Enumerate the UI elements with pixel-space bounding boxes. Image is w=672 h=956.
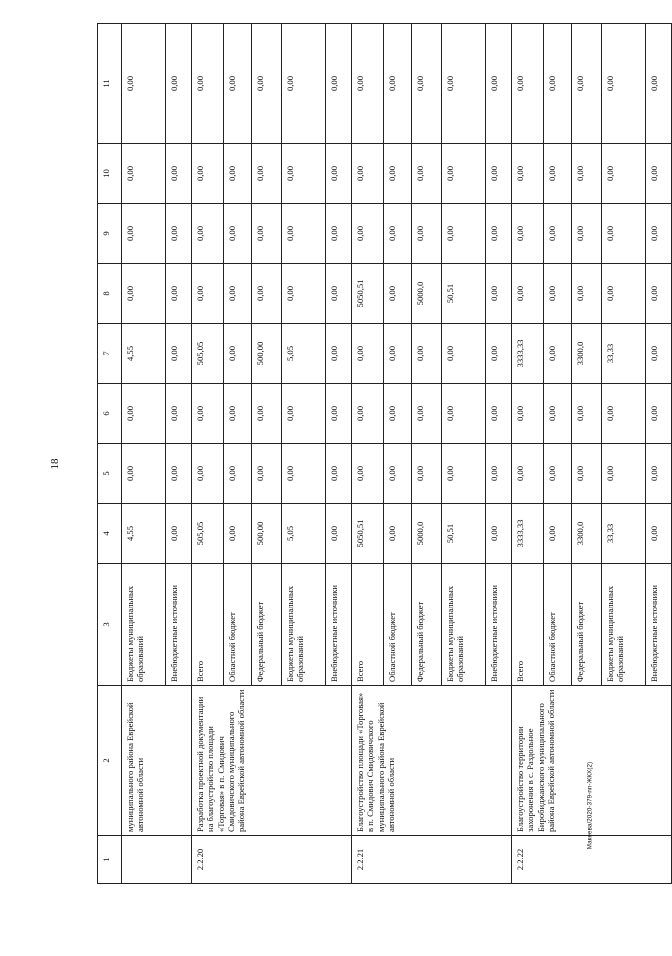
amount-cell: 3300,0: [572, 504, 602, 564]
amount-cell: 0,00: [412, 24, 442, 144]
column-header: 1: [98, 836, 122, 884]
amount-cell: 0,00: [166, 444, 192, 504]
amount-cell: 0,00: [192, 384, 224, 444]
amount-cell: 0,00: [252, 144, 282, 204]
amount-cell: 0,00: [224, 504, 252, 564]
amount-cell: 0,00: [326, 444, 352, 504]
amount-cell: 0,00: [326, 204, 352, 264]
amount-cell: 0,00: [412, 444, 442, 504]
amount-cell: 5,05: [282, 324, 326, 384]
amount-cell: 0,00: [602, 384, 646, 444]
amount-cell: 3333,33: [512, 504, 544, 564]
amount-cell: 0,00: [486, 384, 512, 444]
funding-source: Внебюджетные источники: [326, 564, 352, 686]
amount-cell: 0,00: [384, 504, 412, 564]
amount-cell: 33,33: [602, 504, 646, 564]
amount-cell: 0,00: [412, 384, 442, 444]
amount-cell: 0,00: [192, 444, 224, 504]
amount-cell: 0,00: [192, 204, 224, 264]
column-header: 2: [98, 686, 122, 836]
amount-cell: 0,00: [192, 264, 224, 324]
amount-cell: 0,00: [602, 264, 646, 324]
column-header: 6: [98, 384, 122, 444]
amount-cell: 5000,0: [412, 264, 442, 324]
amount-cell: 0,00: [486, 324, 512, 384]
item-name: Разработка проектной документации на благоустройство площади «Торговая» в п. Смидович Смидовичского муниципального района Еврейской автономной области: [192, 686, 352, 836]
amount-cell: 0,00: [224, 264, 252, 324]
funding-source: Бюджеты муниципальных образований: [122, 564, 166, 686]
amount-cell: 0,00: [486, 24, 512, 144]
amount-cell: 0,00: [384, 264, 412, 324]
amount-cell: 5050,51: [352, 504, 384, 564]
document-code: Макеева/2020-379-nn-ЖКХ(2): [586, 761, 594, 850]
amount-cell: 0,00: [544, 144, 572, 204]
amount-cell: 0,00: [486, 444, 512, 504]
amount-cell: 0,00: [512, 24, 544, 144]
amount-cell: 3333,33: [512, 324, 544, 384]
amount-cell: 0,00: [166, 144, 192, 204]
amount-cell: 0,00: [252, 204, 282, 264]
column-header: 3: [98, 564, 122, 686]
amount-cell: 0,00: [166, 324, 192, 384]
header-row: [98, 24, 122, 884]
amount-cell: 0,00: [122, 264, 166, 324]
amount-cell: 50,51: [442, 504, 486, 564]
amount-cell: 5,05: [282, 504, 326, 564]
amount-cell: 0,00: [544, 204, 572, 264]
item-name: Благоустройство территории захоронения в с. Раздольное Биробиджанского муниципального района Еврейской автономной области: [512, 686, 672, 836]
amount-cell: 0,00: [572, 264, 602, 324]
amount-cell: 0,00: [602, 444, 646, 504]
amount-cell: 505,05: [192, 504, 224, 564]
column-header: 11: [98, 24, 122, 144]
amount-cell: 0,00: [512, 144, 544, 204]
funding-source: Федеральный бюджет: [572, 564, 602, 686]
funding-source: Всего: [352, 564, 384, 686]
item-name: муниципального района Еврейской автономной области: [122, 686, 192, 836]
amount-cell: 0,00: [544, 504, 572, 564]
rotated-page: [97, 24, 659, 884]
amount-cell: 50,51: [442, 264, 486, 324]
amount-cell: 0,00: [572, 444, 602, 504]
amount-cell: 0,00: [442, 444, 486, 504]
amount-cell: 0,00: [166, 504, 192, 564]
table-body: [98, 24, 672, 884]
amount-cell: 0,00: [572, 144, 602, 204]
amount-cell: 0,00: [512, 204, 544, 264]
amount-cell: 0,00: [192, 24, 224, 144]
amount-cell: 0,00: [442, 384, 486, 444]
amount-cell: 0,00: [352, 444, 384, 504]
amount-cell: 0,00: [252, 444, 282, 504]
amount-cell: 0,00: [442, 24, 486, 144]
column-header: 10: [98, 144, 122, 204]
amount-cell: 0,00: [646, 444, 672, 504]
amount-cell: 0,00: [572, 204, 602, 264]
amount-cell: 0,00: [224, 384, 252, 444]
column-header: 5: [98, 444, 122, 504]
page-number: 18: [49, 458, 61, 470]
amount-cell: 0,00: [646, 384, 672, 444]
amount-cell: 0,00: [512, 444, 544, 504]
item-code: 2.2.21: [352, 836, 512, 884]
amount-cell: 0,00: [442, 144, 486, 204]
amount-cell: 0,00: [122, 144, 166, 204]
amount-cell: 0,00: [122, 24, 166, 144]
amount-cell: 0,00: [224, 204, 252, 264]
amount-cell: 0,00: [572, 24, 602, 144]
amount-cell: 0,00: [282, 24, 326, 144]
item-name: Благоустройство площади «Торговая» в п. Смидович Смидовичского муниципального района Еврейской автономной области: [352, 686, 512, 836]
column-header: 4: [98, 504, 122, 564]
amount-cell: 0,00: [326, 384, 352, 444]
amount-cell: 0,00: [282, 444, 326, 504]
column-header: 9: [98, 204, 122, 264]
amount-cell: 0,00: [412, 324, 442, 384]
amount-cell: 0,00: [326, 264, 352, 324]
funding-source: Всего: [192, 564, 224, 686]
amount-cell: 0,00: [486, 144, 512, 204]
amount-cell: 0,00: [352, 324, 384, 384]
amount-cell: 0,00: [442, 204, 486, 264]
funding-source: Внебюджетные источники: [166, 564, 192, 686]
amount-cell: 0,00: [602, 24, 646, 144]
amount-cell: 505,05: [192, 324, 224, 384]
funding-source: Бюджеты муниципальных образований: [602, 564, 646, 686]
amount-cell: 0,00: [384, 444, 412, 504]
amount-cell: 0,00: [192, 144, 224, 204]
item-code: [122, 836, 192, 884]
amount-cell: 500,00: [252, 504, 282, 564]
amount-cell: 0,00: [352, 384, 384, 444]
amount-cell: 0,00: [282, 384, 326, 444]
funding-source: Всего: [512, 564, 544, 686]
amount-cell: 0,00: [326, 144, 352, 204]
amount-cell: 0,00: [412, 144, 442, 204]
item-code: 2.2.20: [192, 836, 352, 884]
funding-source: Областной бюджет: [544, 564, 572, 686]
amount-cell: 0,00: [282, 144, 326, 204]
amount-cell: 0,00: [512, 384, 544, 444]
amount-cell: 33,33: [602, 324, 646, 384]
amount-cell: 0,00: [384, 204, 412, 264]
amount-cell: 0,00: [572, 384, 602, 444]
amount-cell: 0,00: [166, 384, 192, 444]
amount-cell: 500,00: [252, 324, 282, 384]
amount-cell: 0,00: [486, 504, 512, 564]
amount-cell: 0,00: [512, 264, 544, 324]
amount-cell: 0,00: [352, 24, 384, 144]
amount-cell: 0,00: [282, 204, 326, 264]
amount-cell: 0,00: [166, 264, 192, 324]
column-header: 8: [98, 264, 122, 324]
amount-cell: 0,00: [352, 144, 384, 204]
amount-cell: 0,00: [384, 324, 412, 384]
amount-cell: 5050,51: [352, 264, 384, 324]
amount-cell: 0,00: [326, 24, 352, 144]
amount-cell: 0,00: [252, 384, 282, 444]
funding-source: Областной бюджет: [384, 564, 412, 686]
amount-cell: 0,00: [122, 444, 166, 504]
amount-cell: 0,00: [352, 204, 384, 264]
amount-cell: 0,00: [486, 204, 512, 264]
amount-cell: 0,00: [224, 24, 252, 144]
table-row: [122, 24, 166, 884]
amount-cell: 0,00: [224, 324, 252, 384]
amount-cell: 5000,0: [412, 504, 442, 564]
funding-source: Внебюджетные источники: [486, 564, 512, 686]
amount-cell: 0,00: [166, 24, 192, 144]
amount-cell: 0,00: [326, 324, 352, 384]
amount-cell: 0,00: [122, 204, 166, 264]
amount-cell: 0,00: [252, 24, 282, 144]
amount-cell: 0,00: [326, 504, 352, 564]
amount-cell: 0,00: [384, 144, 412, 204]
amount-cell: 0,00: [544, 444, 572, 504]
amount-cell: 0,00: [646, 144, 672, 204]
amount-cell: 0,00: [384, 24, 412, 144]
funding-source: Федеральный бюджет: [252, 564, 282, 686]
item-code: 2.2.22: [512, 836, 672, 884]
funding-source: Федеральный бюджет: [412, 564, 442, 686]
funding-source: Областной бюджет: [224, 564, 252, 686]
amount-cell: 0,00: [412, 204, 442, 264]
amount-cell: 0,00: [646, 24, 672, 144]
amount-cell: 0,00: [384, 384, 412, 444]
amount-cell: 0,00: [646, 264, 672, 324]
amount-cell: 0,00: [224, 144, 252, 204]
amount-cell: 3300,0: [572, 324, 602, 384]
amount-cell: 0,00: [646, 204, 672, 264]
amount-cell: 0,00: [602, 144, 646, 204]
amount-cell: 0,00: [544, 324, 572, 384]
amount-cell: 0,00: [442, 324, 486, 384]
table-row: [192, 24, 224, 884]
amount-cell: 0,00: [122, 384, 166, 444]
funding-source: Бюджеты муниципальных образований: [282, 564, 326, 686]
amount-cell: 0,00: [646, 324, 672, 384]
column-header: 7: [98, 324, 122, 384]
amount-cell: 4,55: [122, 324, 166, 384]
table-row: [512, 24, 544, 884]
amount-cell: 0,00: [486, 264, 512, 324]
amount-cell: 4,55: [122, 504, 166, 564]
amount-cell: 0,00: [544, 384, 572, 444]
amount-cell: 0,00: [544, 264, 572, 324]
amount-cell: 0,00: [544, 24, 572, 144]
amount-cell: 0,00: [602, 204, 646, 264]
amount-cell: 0,00: [646, 504, 672, 564]
table-row: [352, 24, 384, 884]
amount-cell: 0,00: [224, 444, 252, 504]
amount-cell: 0,00: [252, 264, 282, 324]
funding-source: Внебюджетные источники: [646, 564, 672, 686]
amount-cell: 0,00: [166, 204, 192, 264]
funding-source: Бюджеты муниципальных образований: [442, 564, 486, 686]
amount-cell: 0,00: [282, 264, 326, 324]
